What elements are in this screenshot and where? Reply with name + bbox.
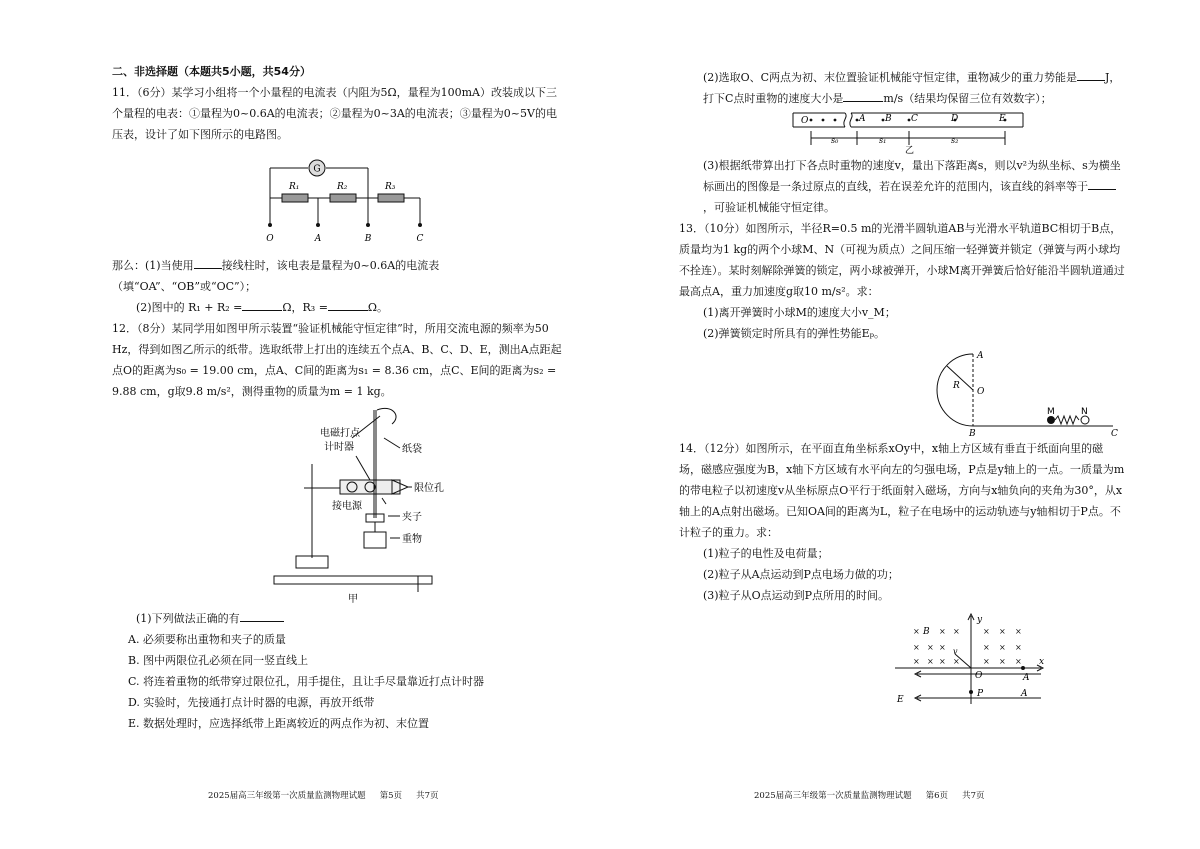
timer-label-line1: 电磁打点 bbox=[320, 428, 360, 439]
origin-o-label: O bbox=[975, 671, 983, 681]
ball-n bbox=[1081, 416, 1089, 424]
field-b-label: B bbox=[923, 627, 930, 637]
q12-sub1-text: (1)下列做法正确的有 bbox=[136, 612, 240, 625]
footer-total: 共7页 bbox=[416, 791, 439, 801]
tape-point-e: E bbox=[999, 114, 1006, 124]
q12-options-list bbox=[112, 629, 564, 734]
point-p-marker bbox=[969, 690, 973, 694]
clip-label: 夹子 bbox=[402, 512, 422, 523]
exam-page-6 bbox=[600, 0, 1200, 849]
terminal-a-label: A bbox=[314, 234, 322, 244]
q12-sub3-text-a: (3)根据纸带算出打下各点时重物的速度v，量出下落距离s，则以v²为纵坐标、s为横坐标画出的图像是一条过原点的直线，若在误差允许的范围内，该直线的斜率等于 bbox=[703, 159, 1121, 193]
svg-text:×: × bbox=[953, 657, 960, 666]
q13-sub2: (2)弹簧锁定时所具有的弹性势能Eₚ。 bbox=[703, 327, 886, 340]
svg-text:×: × bbox=[939, 643, 946, 652]
tape-s2: s₂ bbox=[951, 136, 959, 145]
q14-field-figure bbox=[891, 614, 1051, 706]
q11-sub1 bbox=[112, 255, 564, 297]
point-a-marker bbox=[1021, 666, 1025, 670]
limit-hole-label: 限位孔 bbox=[414, 483, 444, 494]
weight-label: 重物 bbox=[402, 534, 422, 545]
r3-label: R₃ bbox=[385, 182, 396, 192]
footer-title: 2025届高三年级第一次质量监测物理试题 bbox=[754, 791, 912, 801]
page-5-footer bbox=[208, 789, 452, 801]
q11-sub2-text-a: (2)图中的 R₁ + R₂ = bbox=[136, 301, 243, 314]
svg-text:×: × bbox=[983, 657, 990, 666]
point-b-label: B bbox=[969, 429, 976, 439]
axis-y-label: y bbox=[977, 615, 983, 625]
resistor-r3 bbox=[378, 194, 404, 202]
svg-text:×: × bbox=[1015, 657, 1022, 666]
page-6-footer bbox=[754, 789, 998, 801]
svg-text:×: × bbox=[1015, 643, 1022, 652]
point-a-label: A bbox=[977, 351, 984, 361]
ball-n-label: N bbox=[1081, 407, 1088, 417]
q12-apparatus-figure bbox=[252, 408, 444, 605]
page-6-column bbox=[679, 67, 1125, 706]
galvanometer-label: G bbox=[313, 164, 321, 175]
tape-point-o: O bbox=[801, 116, 809, 126]
resistor-r1 bbox=[282, 194, 308, 202]
ball-m-label: M bbox=[1047, 407, 1055, 417]
ball-m bbox=[1047, 416, 1055, 424]
r1-label: R₁ bbox=[289, 182, 300, 192]
svg-text:×: × bbox=[983, 643, 990, 652]
point-a-label-top: A bbox=[1023, 673, 1030, 683]
q11-sub1-text-a: 那么：(1)当使用 bbox=[112, 259, 194, 272]
svg-text:×: × bbox=[927, 643, 934, 652]
svg-text:×: × bbox=[953, 627, 960, 636]
q11-sub2 bbox=[112, 297, 564, 318]
velocity-v-label: v bbox=[953, 647, 958, 656]
q14-sub3: (3)粒子从O点运动到P点所用的时间。 bbox=[703, 589, 889, 602]
point-c-label: C bbox=[1111, 429, 1118, 439]
q11-sub1-blank[interactable] bbox=[194, 256, 222, 269]
q12-option: C. 将连着重物的纸带穿过限位孔，用手提住，且让手尽量靠近打点计时器 bbox=[128, 675, 485, 688]
tape-point-a: A bbox=[859, 114, 866, 124]
tape-point-c: C bbox=[911, 114, 918, 124]
paper-tape-figure bbox=[791, 111, 1023, 156]
q14-sub1: (1)粒子的电性及电荷量； bbox=[703, 547, 829, 560]
terminal-c bbox=[418, 223, 422, 227]
q12-stem: 12．（8分）某同学用如图甲所示装置“验证机械能守恒定律”时，所用交流电源的频率为50 Hz，得到如图乙所示的纸带。选取纸带上打出的连续五个点A、B、C、D、E，测出A点距起点O的距离为s₀ = 19.00 cm，点A、C间的距离为s₁ = 8.36 cm，点C、E间的距离为s₂ = 9.88 cm，g取9.8 m/s²，测得重物的质量为m = 1 kg。 bbox=[112, 322, 562, 398]
q12-option: A. 必须要称出重物和夹子的质量 bbox=[128, 633, 286, 646]
svg-text:×: × bbox=[939, 657, 946, 666]
page-5-column bbox=[112, 61, 564, 734]
tape-s0: s₀ bbox=[831, 136, 839, 145]
q12-sub2-text-a: (2)选取O、C两点为初、末位置验证机械能守恒定律，重物减少的重力势能是 bbox=[703, 71, 1078, 84]
q13-stem: 13．（10分）如图所示，半径R=0.5 m的光滑半圆轨道AB与光滑水平轨道BC相切于B点，质量均为1 kg的两个小球M、N（可视为质点）之间压缩一轻弹簧并锁定（弹簧与两小球均不拴连）。某时刻解除弹簧的锁定，两小球被弹开，小球M离开弹簧后恰好能沿半圆轨道通过最高点A，重力加速度g取10 m/s²。求： bbox=[679, 222, 1125, 298]
svg-text:×: × bbox=[1015, 627, 1022, 636]
q14-sub2: (2)粒子从A点运动到P点电场力做的功； bbox=[703, 568, 899, 581]
svg-text:×: × bbox=[939, 627, 946, 636]
svg-text:×: × bbox=[999, 657, 1006, 666]
q11-sub2-blank-1[interactable] bbox=[242, 298, 282, 311]
svg-text:×: × bbox=[999, 627, 1006, 636]
q11-sub1-text-b: 接线柱时，该电表是量程为0~0.6A的电流表（填“OA”、“OB”或“OC”）； bbox=[112, 259, 440, 293]
q14-stem: 14．（12分）如图所示，在平面直角坐标系xOy中，x轴上方区域有垂直于纸面向里的磁场，磁感应强度为B，x轴下方区域有水平向左的匀强电场，P点是y轴上的一点。一质量为m的带电粒子以初速度v从坐标原点O平行于纸面射入磁场，方向与x轴负向的夹角为30°，从x轴上的A点射出磁场。已知OA间的距离为L，粒子在电场中的运动轨迹与y轴相切于P点。不计粒子的重力。求： bbox=[679, 442, 1125, 539]
q13-sub1: (1)离开弹簧时小球M的速度大小v_M； bbox=[703, 306, 896, 319]
center-o-label: O bbox=[977, 387, 985, 397]
q12-option: E. 数据处理时，应选择纸带上距离较近的两点作为初、末位置 bbox=[128, 717, 430, 730]
q12-sub3-text-b: ，可验证机械能守恒定律。 bbox=[703, 201, 835, 214]
tape-caption-yi: 乙 bbox=[905, 146, 915, 156]
q12-sub2-text-c: m/s（结果均保留三位有效数字）； bbox=[883, 92, 1052, 105]
q12-sub1 bbox=[112, 608, 564, 629]
q12-option: B. 图中两限位孔必须在同一竖直线上 bbox=[128, 654, 309, 667]
radius-r-label: R bbox=[953, 381, 960, 391]
footer-page: 第6页 bbox=[925, 791, 949, 801]
q12-sub3-blank[interactable] bbox=[1088, 177, 1116, 190]
axis-x-label: x bbox=[1039, 657, 1045, 667]
svg-text:×: × bbox=[913, 643, 920, 652]
svg-text:×: × bbox=[999, 643, 1006, 652]
footer-title: 2025届高三年级第一次质量监测物理试题 bbox=[208, 791, 366, 801]
q12-option: D. 实验时，先接通打点计时器的电源，再放开纸带 bbox=[128, 696, 375, 709]
q12-sub2-blank-2[interactable] bbox=[843, 89, 883, 102]
q11-sub2-text-b: Ω，R₃ = bbox=[282, 301, 328, 314]
q11-stem: 11．（6分）某学习小组将一个小量程的电流表（内阻为5Ω，量程为100mA）改装成以下三个量程的电表：①量程为0~0.6A的电流表；②量程为0~3A的电流表；③量程为0~5V的电压表，设计了如下图所示的电路图。 bbox=[112, 86, 557, 141]
terminal-b-label: B bbox=[364, 234, 372, 244]
q11-circuit-diagram bbox=[262, 155, 442, 247]
tape-point-b: B bbox=[885, 114, 892, 124]
tape-s1: s₁ bbox=[879, 136, 887, 145]
terminal-c-label: C bbox=[416, 234, 424, 244]
figure-caption-jia: 甲 bbox=[348, 594, 358, 605]
q12-sub1-blank[interactable] bbox=[240, 609, 284, 622]
terminal-o bbox=[268, 223, 272, 227]
terminal-a bbox=[316, 223, 320, 227]
svg-text:×: × bbox=[927, 657, 934, 666]
svg-text:×: × bbox=[983, 627, 990, 636]
q12-sub3 bbox=[679, 155, 1125, 218]
point-p-label: P bbox=[977, 689, 984, 699]
tape-point-d: D bbox=[951, 114, 959, 124]
svg-text:×: × bbox=[913, 627, 920, 636]
q12-sub2-text-b: J，打下C点时重物的速度大小是 bbox=[703, 71, 1121, 105]
footer-total: 共7页 bbox=[962, 791, 985, 801]
tape-label: 纸袋 bbox=[402, 444, 422, 455]
footer-page: 第5页 bbox=[379, 791, 403, 801]
q12-sub2-blank-1[interactable] bbox=[1077, 68, 1105, 81]
q11-sub2-blank-2[interactable] bbox=[328, 298, 368, 311]
terminal-b bbox=[366, 223, 370, 227]
svg-text:×: × bbox=[913, 657, 920, 666]
resistor-r2 bbox=[330, 194, 356, 202]
timer-label-line2: 计时器 bbox=[324, 442, 354, 453]
section-heading: 二、非选择题（本题共5小题，共54分） bbox=[112, 65, 311, 78]
q13-track-figure bbox=[907, 350, 1119, 439]
terminal-o-label: O bbox=[266, 234, 274, 244]
q11-sub2-text-c: Ω。 bbox=[367, 301, 389, 314]
r2-label: R₂ bbox=[337, 182, 348, 192]
q12-sub2 bbox=[679, 67, 1125, 109]
field-e-label: E bbox=[897, 695, 904, 705]
point-a-label-bottom: A bbox=[1021, 689, 1028, 699]
power-label: 接电源 bbox=[332, 501, 362, 512]
